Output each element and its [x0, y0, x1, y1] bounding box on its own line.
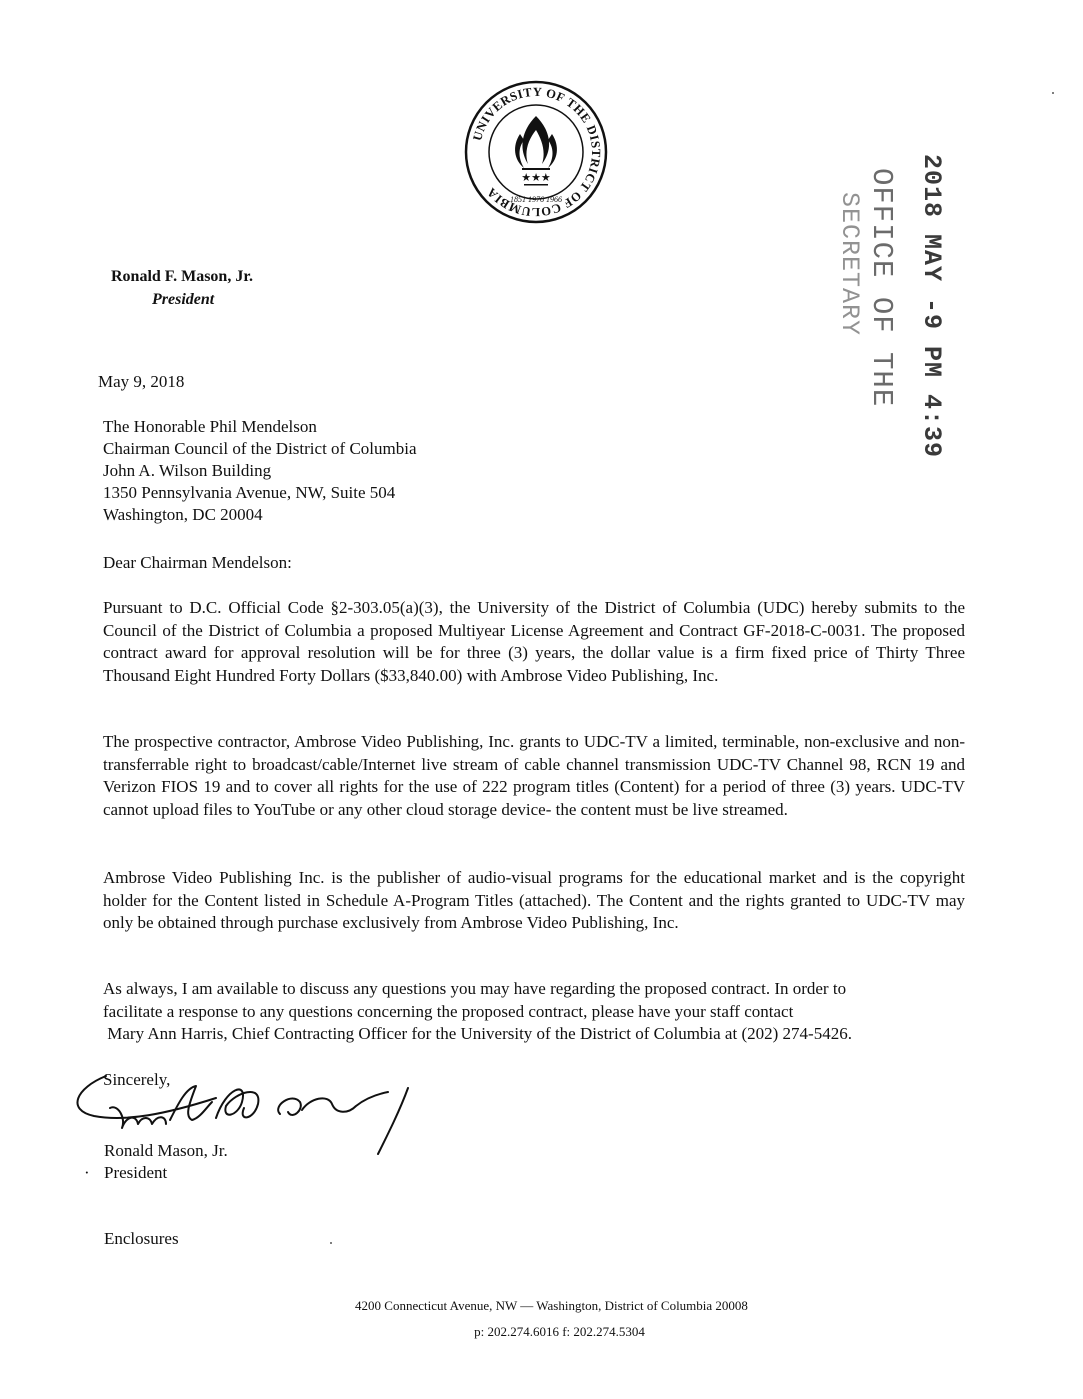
- closing-paragraph-line: As always, I am available to discuss any questions you may have regarding the proposed contract. In order to: [103, 979, 847, 998]
- recipient-line: John A. Wilson Building: [103, 461, 272, 480]
- letter-date: May 9, 2018: [98, 372, 185, 391]
- seal-stars: ★★★: [521, 172, 551, 184]
- stray-mark: ·: [84, 1163, 90, 1182]
- recipient-address: [103, 416, 417, 526]
- university-seal: [462, 78, 610, 226]
- closing-paragraph-line: facilitate a response to any questions concerning the proposed contract, please have your staff contact: [103, 1001, 794, 1021]
- recipient-line: Chairman Council of the District of Columbia: [103, 439, 417, 458]
- letterhead-sender-name: Ronald F. Mason, Jr.: [111, 268, 253, 285]
- closing-paragraph-line: Mary Ann Harris, Chief Contracting Officer for the University of the District of Columbia at (202) 274-5426.: [103, 1024, 852, 1044]
- stamp-date-line: 2018 MAY -9 PM 4:39: [917, 154, 946, 459]
- closing: Sincerely,: [103, 1070, 171, 1089]
- footer-address: 4200 Connecticut Avenue, NW — Washington, District of Columbia 20008: [355, 1298, 748, 1313]
- recipient-line: 1350 Pennsylvania Avenue, NW, Suite 504: [103, 483, 396, 502]
- body-paragraph: Pursuant to D.C. Official Code §2-303.05(a)(3), the University of the District of Columbia (UDC) hereby submits to the Council of the District of Columbia a proposed Multiyear License Agreement and Contract GF-2018-C-0031. The proposed contract award for approval resolution will be for three (3) years, the dollar value is a firm fixed price of Thirty Three Thousand Eight Hundred Forty Dollars ($33,840.00) with Ambrose Video Publishing, Inc.: [103, 598, 965, 685]
- stamp-secretary-line: SECRETARY: [835, 192, 864, 337]
- recipient-line: Washington, DC 20004: [103, 505, 263, 524]
- scan-speck: [1052, 92, 1054, 94]
- received-stamp: [800, 148, 1000, 459]
- letterhead-sender-title: President: [152, 291, 215, 308]
- footer-phone-fax: p: 202.274.6016 f: 202.274.5304: [474, 1324, 645, 1339]
- body-paragraph: Ambrose Video Publishing Inc. is the publisher of audio-visual programs for the educational market and is the copyright holder for the Content listed in Schedule A-Program Titles (attached). The Content and the rights granted to UDC-TV may only be obtained through purchase exclusively from Ambrose Video Publishing, Inc.: [103, 868, 965, 933]
- seal-years: 1851 1976 1966: [510, 195, 562, 204]
- seal-ring-text: UNIVERSITY OF THE DISTRICT OF COLUMBIA: [470, 84, 604, 220]
- scan-speck: [330, 1242, 332, 1244]
- enclosures-note: Enclosures: [104, 1229, 179, 1248]
- stamp-office-line: OFFICE OF THE: [865, 168, 898, 408]
- signer-title: President: [104, 1163, 168, 1182]
- closing-paragraph: [103, 978, 965, 1046]
- body-paragraph: The prospective contractor, Ambrose Video Publishing, Inc. grants to UDC-TV a limited, terminable, non-exclusive and non-transferrable right to broadcast/cable/Internet live stream of cable channel transmission UDC-TV Channel 98, RCN 19 and Verizon FIOS 19 and to cover all rights for the use of 222 program titles (Content) for a period of three (3) years. UDC-TV cannot upload files to YouTube or any other cloud storage device- the content must be live streamed.: [103, 732, 965, 819]
- signer-name: Ronald Mason, Jr.: [104, 1141, 228, 1160]
- recipient-line: The Honorable Phil Mendelson: [103, 417, 317, 436]
- salutation: Dear Chairman Mendelson:: [103, 553, 292, 572]
